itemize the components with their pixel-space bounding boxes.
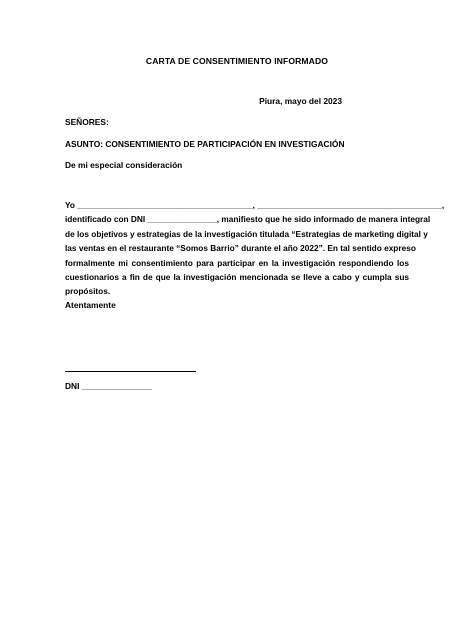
body-line: cuestionarios a fin de que la investigación mencionada se lleve a cabo y cumpla sus xyxy=(65,272,409,283)
closing: Atentamente xyxy=(65,300,116,310)
place-and-date: Piura, mayo del 2023 xyxy=(259,96,342,106)
dni-field: DNI _______________ xyxy=(65,381,152,391)
body-line: Yo ______________________________________, ________________________________________, xyxy=(65,200,445,210)
body-line: las ventas en el restaurante “Somos Barrio” durante el año 2022”. En tal sentido expreso xyxy=(65,243,416,254)
body-paragraph xyxy=(65,198,445,299)
body-line: propósitos. xyxy=(65,286,111,297)
addressee: SEÑORES: xyxy=(65,117,109,127)
subject-line: ASUNTO: CONSENTIMIENTO DE PARTICIPACIÓN EN INVESTIGACIÓN xyxy=(65,139,345,149)
signature-line xyxy=(65,371,196,372)
greeting: De mi especial consideración xyxy=(65,160,183,170)
body-line: identificado con DNI _______________, manifiesto que he sido informado de manera integral xyxy=(65,214,431,225)
body-line: formalmente mi consentimiento para participar en la investigación respondiendo los xyxy=(65,257,409,268)
body-line: de los objetivos y estrategias de la investigación titulada “Estrategias de marketing digital y xyxy=(65,228,428,239)
document-title: CARTA DE CONSENTIMIENTO INFORMADO xyxy=(145,56,329,66)
